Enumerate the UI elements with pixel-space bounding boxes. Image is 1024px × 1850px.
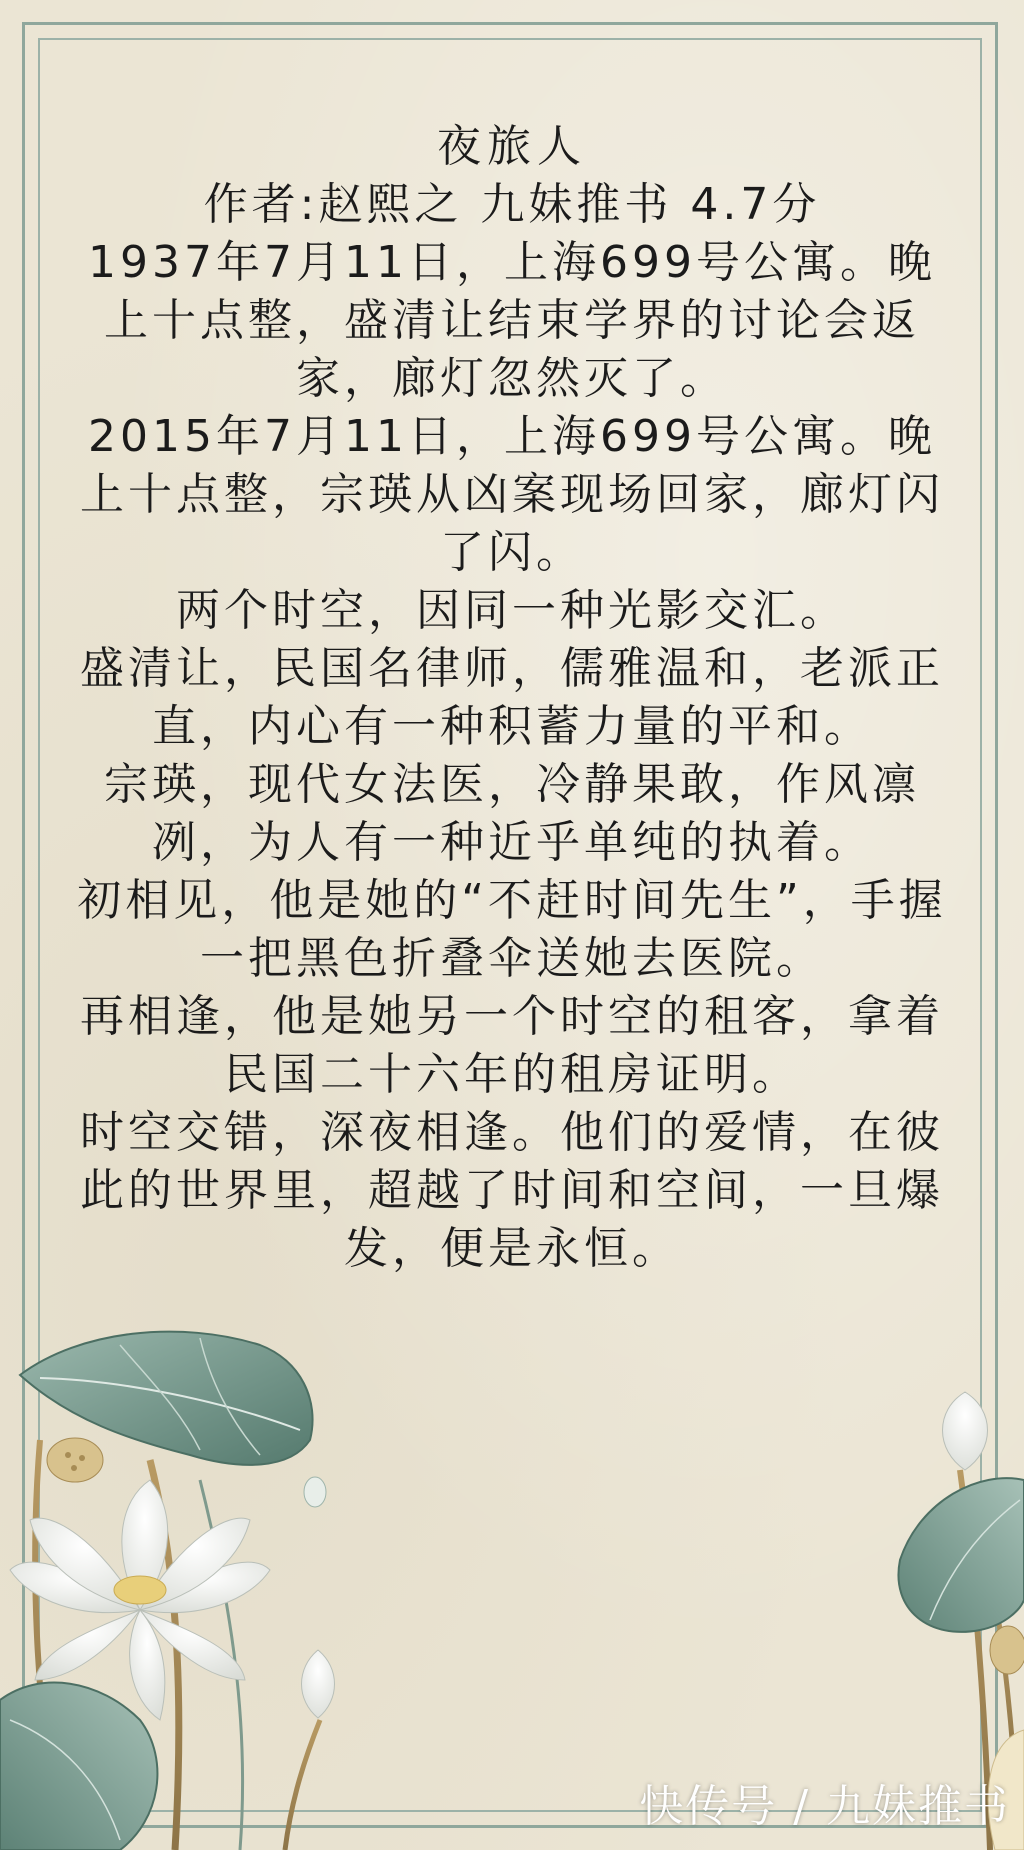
book-title: 夜旅人 bbox=[437, 121, 587, 172]
paragraph: 宗瑛，现代女法医，冷静果敢，作风凛冽，为人有一种近乎单纯的执着。 bbox=[104, 759, 920, 868]
paragraph: 盛清让，民国名律师，儒雅温和，老派正直，内心有一种积蓄力量的平和。 bbox=[80, 643, 944, 752]
paragraph: 初相见，他是她的“不赶时间先生”，手握一把黑色折叠伞送她去医院。 bbox=[77, 875, 947, 984]
paragraph: 再相逢，他是她另一个时空的租客，拿着民国二十六年的租房证明。 bbox=[80, 991, 944, 1100]
watermark-text: 快传号 / 九妹推书 bbox=[639, 1781, 1010, 1832]
lotus-bud-icon bbox=[943, 1392, 988, 1470]
book-byline: 作者:赵熙之 九妹推书 4.7分 bbox=[203, 179, 821, 230]
paragraph: 两个时空，因同一种光影交汇。 bbox=[176, 585, 848, 636]
lotus-leaf-icon bbox=[898, 1478, 1024, 1632]
paragraph: 1937年7月11日，上海699号公寓。晚上十点整，盛清让结束学界的讨论会返家，廊灯忽然灭了。 bbox=[88, 237, 936, 404]
book-recommendation-text bbox=[66, 118, 958, 1278]
lotus-pod-icon bbox=[990, 1626, 1024, 1674]
paragraph: 2015年7月11日，上海699号公寓。晚上十点整，宗瑛从凶案现场回家，廊灯闪了闪。 bbox=[80, 411, 944, 578]
lotus-bud-icon bbox=[302, 1650, 335, 1718]
paragraph: 时空交错，深夜相逢。他们的爱情，在彼此的世界里，超越了时间和空间，一旦爆发，便是永恒。 bbox=[80, 1107, 944, 1274]
lotus-pod-icon bbox=[47, 1438, 103, 1482]
lotus-leaf-icon bbox=[0, 1683, 157, 1850]
